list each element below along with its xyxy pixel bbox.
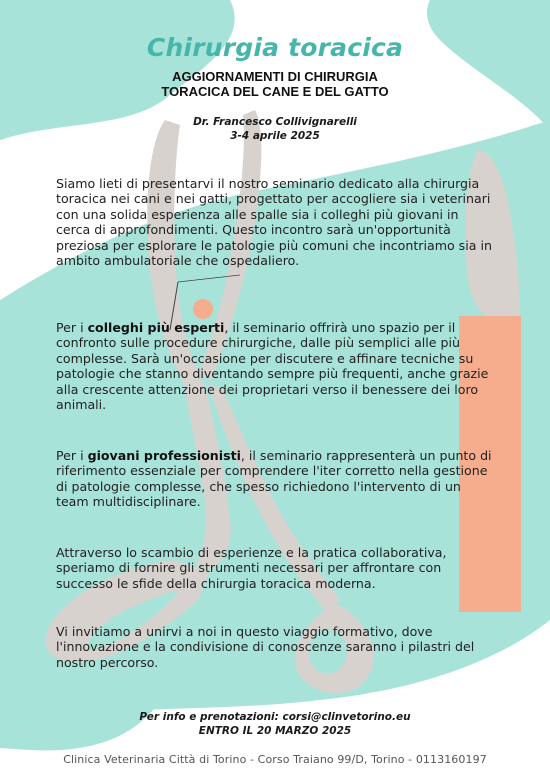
p3-emphasis: giovani professionisti	[87, 448, 241, 463]
event-dates: 3-4 aprile 2025	[230, 130, 320, 142]
subtitle-line-2: TORACICA DEL CANE E DEL GATTO	[161, 84, 389, 99]
subtitle	[0, 69, 550, 99]
info-block	[0, 710, 550, 738]
p2-rest: , il seminario offrirà uno spazio per il confronto sulle procedure chirurgiche, dalle più semplici alle più complesse. Sarà un'occasione per discutere e affinare tecniche su patologie che stanno diventando sempre più frequenti, anche grazie alla crescente attenzione dei proprietari verso il benessere dei loro animali.	[56, 320, 489, 413]
info-contact: Per info e prenotazioni: corsi@clinvetorino.eu	[139, 711, 411, 723]
paragraph-collaboration: Attraverso lo scambio di esperienze e la pratica collaborativa, speriamo di fornire gli strumenti necessari per affrontare con successo le sfide della chirurgia toracica moderna.	[56, 545, 447, 591]
paragraph-experienced	[56, 320, 496, 412]
footer-address: Clinica Veterinaria Città di Torino - Corso Traiano 99/D, Torino - 0113160197	[63, 753, 487, 766]
p2-prefix: Per i	[56, 320, 88, 335]
subtitle-line-1: AGGIORNAMENTI DI CHIRURGIA	[172, 69, 378, 84]
speaker-name: Dr. Francesco Collivignarelli	[193, 116, 357, 128]
paragraph-invitation: Vi invitiamo a unirvi a noi in questo viaggio formativo, dove l'innovazione e la condivisione di conoscenze saranno i pilastri del nostro percorso.	[56, 624, 475, 670]
paragraph-young	[56, 448, 496, 510]
paragraph-intro: Siamo lieti di presentarvi il nostro seminario dedicato alla chirurgia toracica nei cani e nei gatti, progettato per accogliere sia i veterinari con una solida esperienza alle spalle sia i colleghi più giovani in cerca di approfondimenti. Questo incontro sarà un'opportunità preziosa per esplorare le patologie più comuni che incontriamo sia in ambito ambulatoriale che ospedaliero.	[56, 176, 492, 269]
p3-rest: , il seminario rappresenterà un punto di riferimento essenziale per comprendere l'iter corretto nella gestione di patologie complesse, che spesso richiedono l'intervento di un team multidisciplinare.	[56, 448, 492, 510]
page-title: Chirurgia toracica	[146, 33, 404, 62]
info-deadline: ENTRO IL 20 MARZO 2025	[198, 725, 352, 737]
p2-emphasis: colleghi più esperti	[87, 320, 225, 335]
speaker-block	[0, 115, 550, 143]
p3-prefix: Per i	[56, 448, 88, 463]
